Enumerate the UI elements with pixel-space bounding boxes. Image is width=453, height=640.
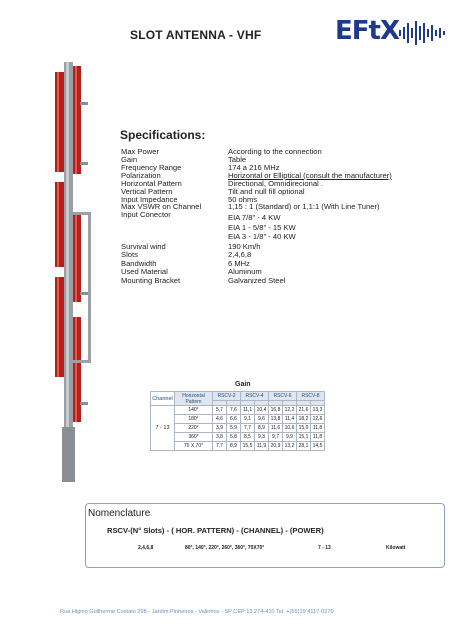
spec-value: 2,4,6,8	[228, 250, 252, 259]
table-cell: 8,9	[255, 424, 269, 433]
table-cell: 11,8	[311, 433, 325, 442]
spec-label: Input Impedance	[121, 195, 178, 204]
table-cell: 13,2	[283, 442, 297, 451]
nomenclature-title: Nomenclature	[88, 508, 151, 519]
table-cell: 7,7	[241, 424, 255, 433]
table-cell: 8,5	[241, 433, 255, 442]
table-cell: 8,9	[227, 442, 241, 451]
table-cell: 11,4	[283, 415, 297, 424]
table-header-model: RSCV-4	[241, 392, 269, 401]
spec-value: Galvanized Steel	[228, 276, 286, 285]
table-row	[151, 415, 325, 424]
company-logo	[335, 16, 447, 50]
spec-label: Slots	[121, 250, 138, 259]
waveform-icon	[397, 20, 447, 46]
table-cell: 5,8	[227, 433, 241, 442]
table-cell: 11,8	[311, 424, 325, 433]
table-cell-pattern: 180°	[175, 415, 213, 424]
spec-value: 6 MHz	[228, 259, 250, 268]
table-cell-pattern: 70 X 70°	[175, 442, 213, 451]
table-cell: 13,8	[269, 415, 283, 424]
table-cell-pattern: 360°	[175, 433, 213, 442]
spec-value: EIA 3 - 1/8" - 40 KW	[228, 232, 296, 241]
spec-value: Aluminum	[228, 267, 262, 276]
table-cell-pattern: 140°	[175, 406, 213, 415]
table-cell: 10,4	[255, 406, 269, 415]
table-cell: 15,1	[297, 433, 311, 442]
specifications-heading: Specifications:	[120, 128, 206, 142]
table-header-model: RSCV-8	[297, 392, 325, 401]
spec-value: Tilt and null fill optional	[228, 187, 305, 196]
table-cell: 11,1	[241, 406, 255, 415]
table-cell: 3,9	[213, 424, 227, 433]
antenna-illustration	[18, 62, 118, 482]
spec-value: 190 Km/h	[228, 242, 261, 251]
spec-label: Used Material	[121, 267, 168, 276]
spec-value: 50 ohms	[228, 195, 258, 204]
spec-value: Table	[228, 155, 247, 164]
nomenclature-power: Kilowatt	[386, 545, 406, 551]
table-cell: 16,8	[269, 406, 283, 415]
footer-address: Rua Higino Guilherme Costato 298 - Jardim Pinheiros - Valinhos - SP CEP 13.274-410 Tel. +(55)19 4117-0270	[60, 609, 334, 615]
table-row	[151, 433, 325, 442]
spec-value: EIA 1 - 5/8" - 15 KW	[228, 223, 296, 232]
table-cell: 13,3	[311, 406, 325, 415]
table-cell: 9,9	[283, 433, 297, 442]
spec-label: Frequency Range	[121, 163, 182, 172]
table-cell: 12,2	[283, 406, 297, 415]
nomenclature-channel: 7 - 13	[318, 545, 331, 551]
table-cell: 4,6	[213, 415, 227, 424]
spec-label: Max VSWR on Channel	[121, 202, 202, 211]
table-cell: 10,6	[283, 424, 297, 433]
nomenclature-patterns: 80°, 140°, 220°, 260°, 360°, 70X70°	[185, 545, 265, 551]
logo-text: EFtX	[335, 16, 399, 46]
table-header-model: RSCV-6	[269, 392, 297, 401]
spec-value: 1,15 : 1 (Standard) or 1,1:1 (With Line Tuner)	[228, 202, 380, 211]
spec-value: EIA 7/8" - 4 KW	[228, 213, 281, 222]
spec-label: Gain	[121, 155, 138, 164]
spec-value: Horizontal or Elliptical (consult the manufacturer)	[228, 171, 392, 180]
spec-label: Survival wind	[121, 242, 166, 251]
table-cell: 21,6	[297, 406, 311, 415]
spec-label: Mounting Bracket	[121, 276, 181, 285]
table-header-channel: Channel	[151, 392, 175, 406]
table-cell: 9,7	[269, 433, 283, 442]
nomenclature-slots: 2,4,6,8	[138, 545, 154, 551]
table-row	[151, 424, 325, 433]
table-cell: 15,5	[241, 442, 255, 451]
table-cell: 18,2	[297, 415, 311, 424]
table-cell-channel: 7 - 13	[151, 406, 175, 451]
table-row	[151, 406, 325, 415]
spec-label: Input Conector	[121, 210, 171, 219]
gain-table	[150, 391, 325, 451]
table-header-model: RSCV-2	[213, 392, 241, 401]
table-cell-pattern: 220°	[175, 424, 213, 433]
spec-label: Bandwidth	[121, 259, 157, 268]
table-cell: 5,9	[227, 424, 241, 433]
table-cell: 7,6	[227, 406, 241, 415]
table-cell: 3,8	[213, 433, 227, 442]
table-cell: 15,0	[297, 424, 311, 433]
table-cell: 9,1	[241, 415, 255, 424]
table-cell: 11,6	[269, 424, 283, 433]
table-cell: 11,9	[255, 442, 269, 451]
page-title: SLOT ANTENNA - VHF	[130, 28, 262, 42]
gain-heading: Gain	[235, 381, 251, 388]
table-cell: 14,5	[311, 442, 325, 451]
table-cell: 9,6	[255, 415, 269, 424]
spec-value: 174 a 216 MHz	[228, 163, 280, 172]
table-cell: 6,6	[227, 415, 241, 424]
spec-value: Directional, Omnidirecional .	[228, 179, 323, 188]
spec-value: According to the connection	[228, 147, 322, 156]
spec-label: Horizontal Pattern	[121, 179, 182, 188]
table-row	[151, 442, 325, 451]
spec-label: Vertical Pattern	[121, 187, 173, 196]
spec-label: Max Power	[121, 147, 159, 156]
spec-label: Polarization	[121, 171, 161, 180]
table-cell: 5,7	[213, 406, 227, 415]
table-header-pattern: Horizontal Pattern	[175, 392, 213, 406]
table-cell: 20,9	[269, 442, 283, 451]
table-cell: 12,6	[311, 415, 325, 424]
table-cell: 28,1	[297, 442, 311, 451]
table-cell: 7,7	[213, 442, 227, 451]
nomenclature-formula: RSCV-(N° Slots) - ( HOR. PATTERN) - (CHANNEL) - (POWER)	[107, 526, 324, 535]
table-cell: 9,3	[255, 433, 269, 442]
